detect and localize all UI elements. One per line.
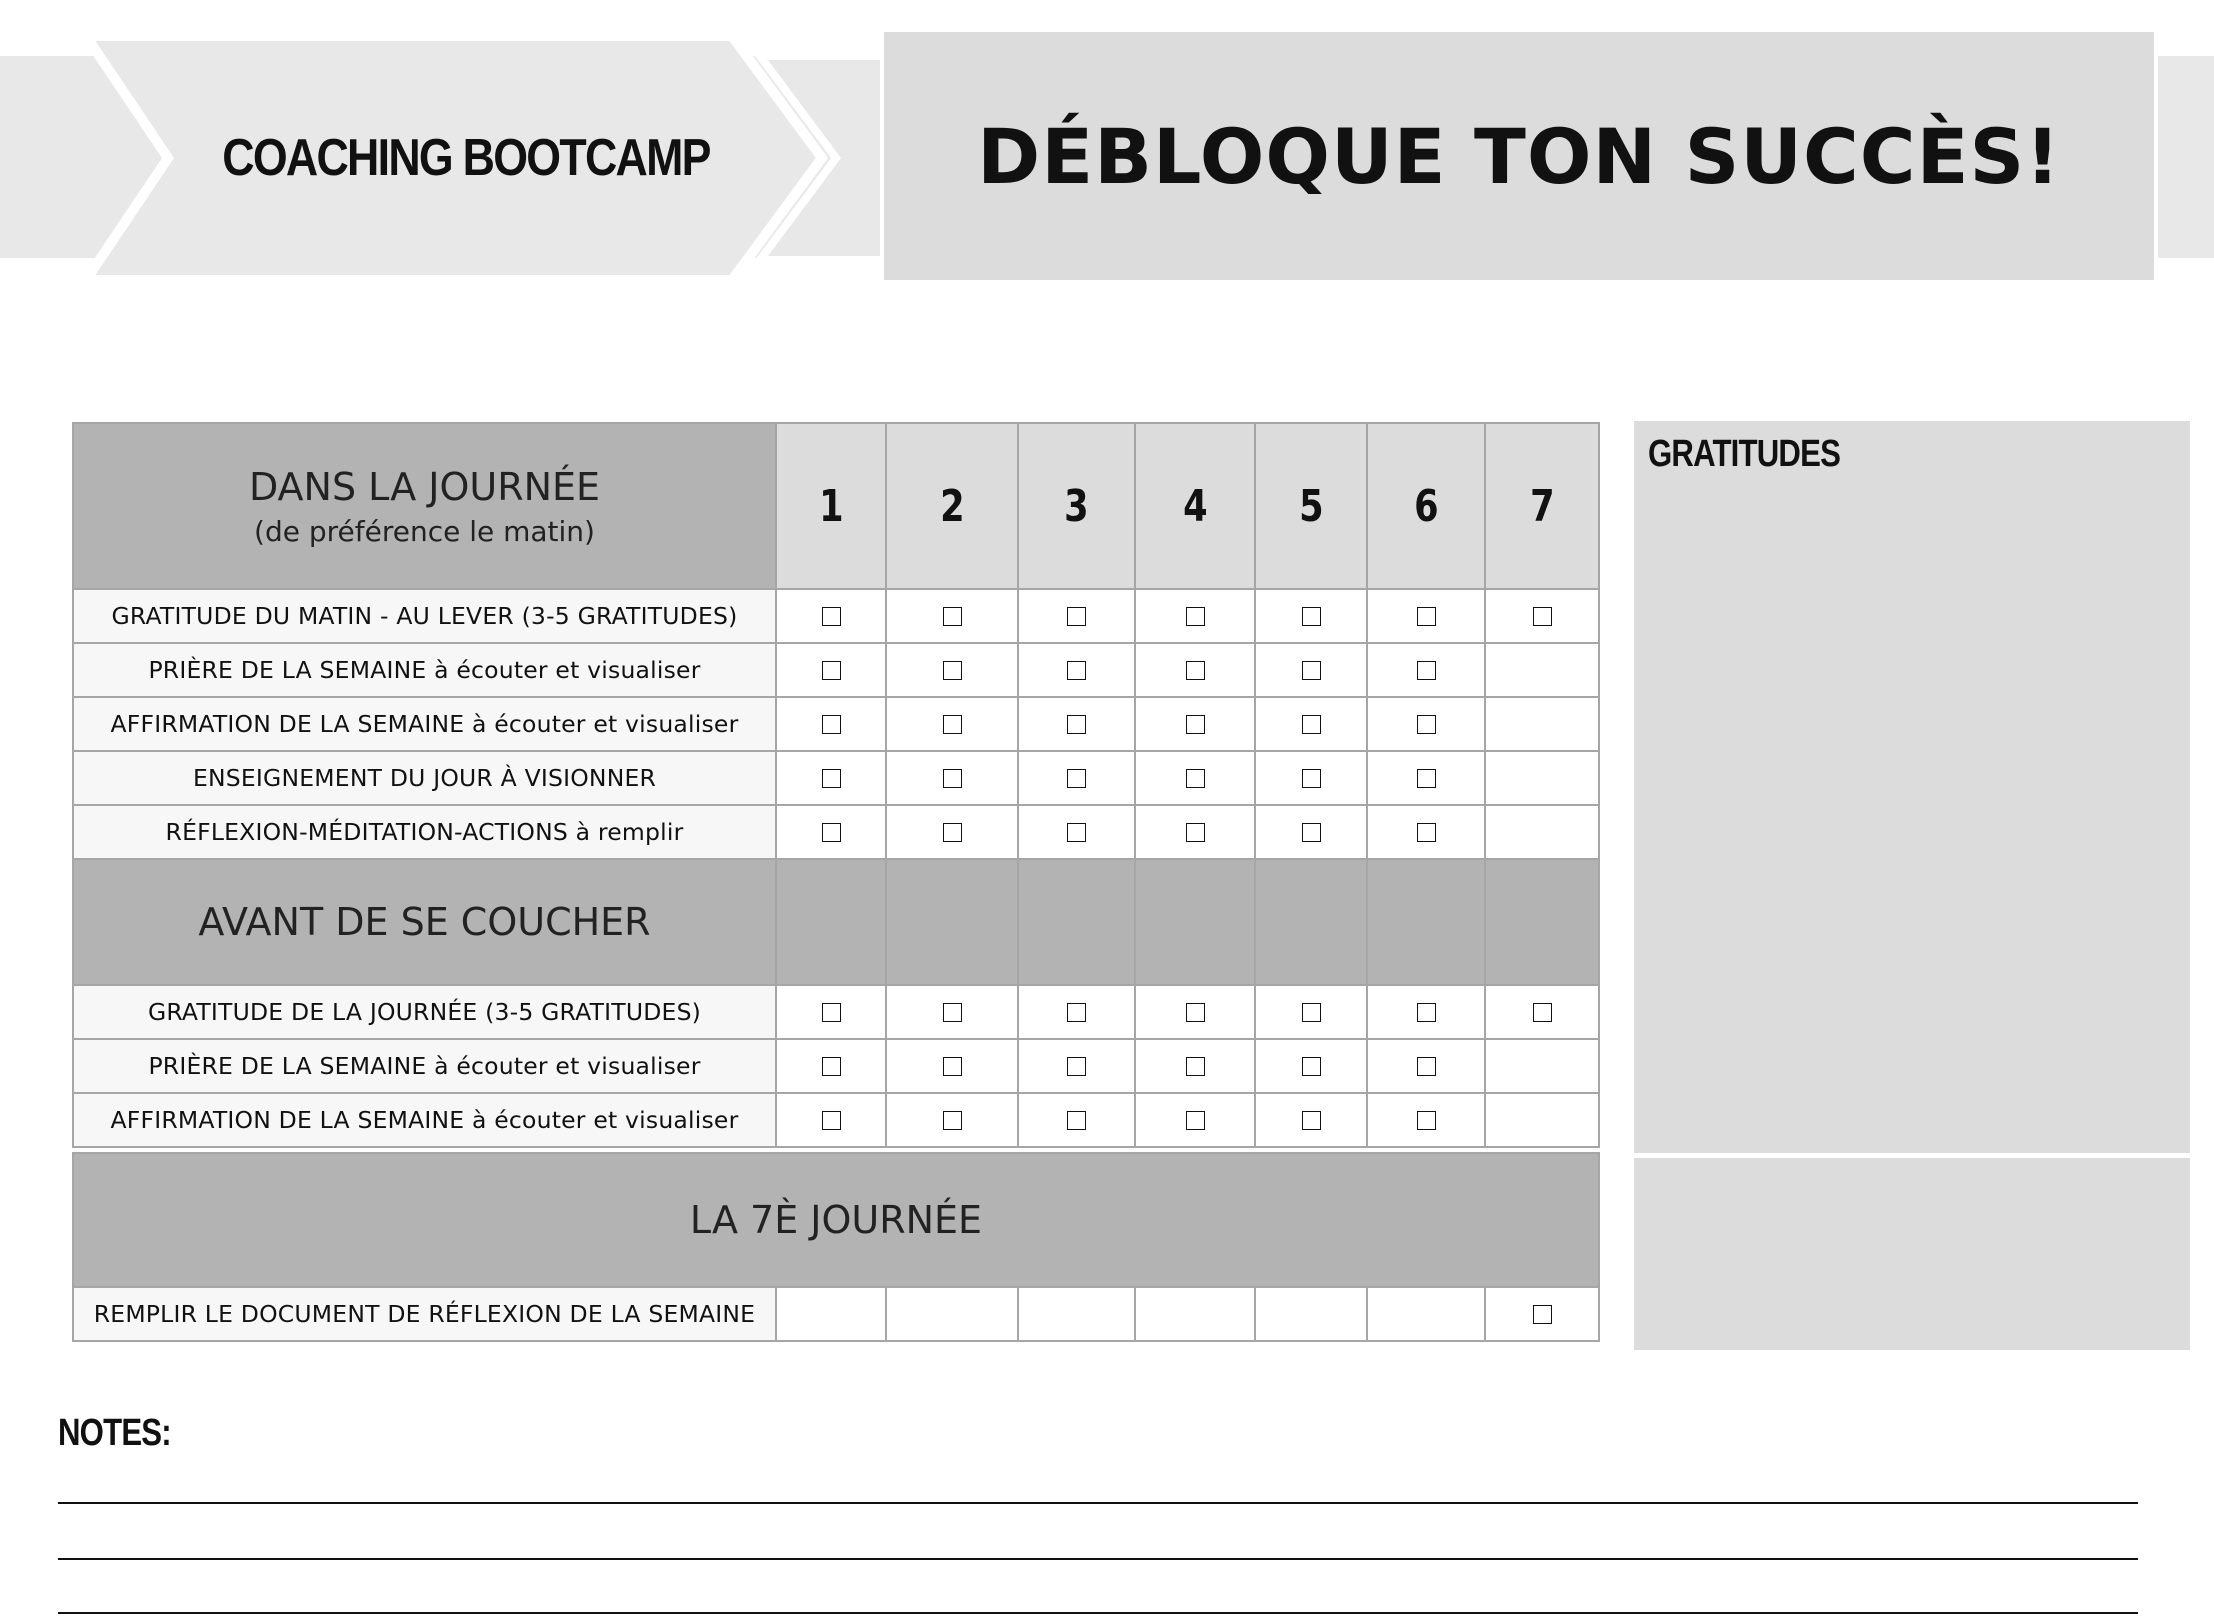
section-day-subtitle: (de préférence le matin) bbox=[254, 514, 595, 548]
checkbox[interactable] bbox=[943, 769, 962, 788]
checkbox[interactable] bbox=[1067, 769, 1086, 788]
checkbox[interactable] bbox=[1417, 1057, 1436, 1076]
checkbox[interactable] bbox=[1067, 607, 1086, 626]
section-header-seventh bbox=[73, 1153, 1599, 1287]
checkbox[interactable] bbox=[1302, 769, 1321, 788]
checkbox[interactable] bbox=[1186, 1057, 1205, 1076]
checkbox[interactable] bbox=[1417, 1003, 1436, 1022]
checkbox[interactable] bbox=[1417, 661, 1436, 680]
checkbox[interactable] bbox=[1067, 1057, 1086, 1076]
checkbox[interactable] bbox=[1302, 1111, 1321, 1130]
checkbox[interactable] bbox=[943, 823, 962, 842]
empty-cell bbox=[1018, 1287, 1135, 1341]
empty-cell bbox=[1485, 751, 1599, 805]
checkbox[interactable] bbox=[1067, 1003, 1086, 1022]
table-row bbox=[73, 1039, 1599, 1093]
day-label: 5 bbox=[1298, 480, 1324, 532]
checkbox[interactable] bbox=[943, 607, 962, 626]
day-header-4 bbox=[1135, 423, 1255, 589]
checkbox[interactable] bbox=[1417, 1111, 1436, 1130]
checkbox[interactable] bbox=[1186, 823, 1205, 842]
table-row bbox=[73, 1287, 1599, 1341]
checkbox[interactable] bbox=[943, 661, 962, 680]
task-label: GRATITUDE DE LA JOURNÉE (3-5 GRATITUDES) bbox=[73, 985, 776, 1039]
day-label: 7 bbox=[1529, 480, 1555, 532]
empty-cell bbox=[1485, 1093, 1599, 1147]
task-label: RÉFLEXION-MÉDITATION-ACTIONS à remplir bbox=[73, 805, 776, 859]
checkbox[interactable] bbox=[822, 715, 841, 734]
gratitudes-title: GRATITUDES bbox=[1648, 433, 1841, 475]
section-night-title-cell bbox=[73, 859, 776, 985]
checkbox[interactable] bbox=[943, 715, 962, 734]
empty-cell bbox=[1485, 1039, 1599, 1093]
checkbox[interactable] bbox=[1533, 1305, 1552, 1324]
day-header-5 bbox=[1255, 423, 1367, 589]
checkbox[interactable] bbox=[1417, 715, 1436, 734]
day-label: 3 bbox=[1064, 480, 1089, 532]
day-label: 6 bbox=[1413, 480, 1439, 532]
day-header-6 bbox=[1367, 423, 1485, 589]
day-label: 4 bbox=[1182, 480, 1208, 532]
checkbox[interactable] bbox=[1186, 1003, 1205, 1022]
checkbox[interactable] bbox=[1533, 1003, 1552, 1022]
checkbox[interactable] bbox=[1186, 715, 1205, 734]
notes-line-1[interactable] bbox=[58, 1502, 2138, 1504]
checkbox[interactable] bbox=[822, 607, 841, 626]
checkbox[interactable] bbox=[1067, 715, 1086, 734]
section-day-title-cell bbox=[73, 423, 776, 589]
checklist-table bbox=[72, 422, 1600, 1342]
checkbox[interactable] bbox=[1533, 607, 1552, 626]
checkbox[interactable] bbox=[822, 661, 841, 680]
checkbox[interactable] bbox=[1302, 1003, 1321, 1022]
empty-cell bbox=[1485, 643, 1599, 697]
day-header-7 bbox=[1485, 423, 1599, 589]
empty-cell bbox=[776, 1287, 886, 1341]
checkbox[interactable] bbox=[1186, 769, 1205, 788]
empty-cell bbox=[1485, 805, 1599, 859]
table-row bbox=[73, 697, 1599, 751]
checkbox[interactable] bbox=[822, 1057, 841, 1076]
checkbox[interactable] bbox=[822, 769, 841, 788]
table-row bbox=[73, 1093, 1599, 1147]
empty-cell bbox=[886, 1287, 1018, 1341]
day-header-2 bbox=[886, 423, 1018, 589]
checkbox[interactable] bbox=[943, 1003, 962, 1022]
empty-cell bbox=[1255, 1287, 1367, 1341]
checkbox[interactable] bbox=[1417, 607, 1436, 626]
task-label: PRIÈRE DE LA SEMAINE à écouter et visualiser bbox=[73, 643, 776, 697]
brand-title: COACHING BOOTCAMP bbox=[222, 129, 710, 187]
checkbox[interactable] bbox=[822, 1111, 841, 1130]
checkbox[interactable] bbox=[1067, 823, 1086, 842]
section-header-day bbox=[73, 423, 1599, 589]
notes-line-3[interactable] bbox=[58, 1612, 2138, 1614]
table-row bbox=[73, 751, 1599, 805]
task-label: AFFIRMATION DE LA SEMAINE à écouter et visualiser bbox=[73, 697, 776, 751]
checkbox[interactable] bbox=[1067, 661, 1086, 680]
day-header-1 bbox=[776, 423, 886, 589]
checkbox[interactable] bbox=[822, 1003, 841, 1022]
day-label: 1 bbox=[818, 480, 844, 532]
task-label: GRATITUDE DU MATIN - AU LEVER (3-5 GRATITUDES) bbox=[73, 589, 776, 643]
checkbox[interactable] bbox=[1302, 661, 1321, 680]
notes-title: NOTES: bbox=[58, 1412, 171, 1454]
day-header-3 bbox=[1018, 423, 1135, 589]
gratitudes-panel[interactable] bbox=[1634, 421, 2190, 1153]
checkbox[interactable] bbox=[1186, 661, 1205, 680]
table-row bbox=[73, 643, 1599, 697]
section-night-title: AVANT DE SE COUCHER bbox=[198, 900, 651, 944]
section-seventh-title-cell bbox=[73, 1153, 1599, 1287]
table-row bbox=[73, 589, 1599, 643]
section-header-night bbox=[73, 859, 1599, 985]
empty-cell bbox=[1135, 1287, 1255, 1341]
day-label: 2 bbox=[939, 480, 965, 532]
task-label: REMPLIR LE DOCUMENT DE RÉFLEXION DE LA SEMAINE bbox=[73, 1287, 776, 1341]
checkbox[interactable] bbox=[943, 1057, 962, 1076]
empty-cell bbox=[1485, 697, 1599, 751]
task-label: PRIÈRE DE LA SEMAINE à écouter et visualiser bbox=[73, 1039, 776, 1093]
section-day-title: DANS LA JOURNÉE bbox=[248, 464, 601, 509]
checkbox[interactable] bbox=[1302, 607, 1321, 626]
checkbox[interactable] bbox=[822, 823, 841, 842]
empty-cell bbox=[1367, 1287, 1485, 1341]
checkbox[interactable] bbox=[1302, 715, 1321, 734]
checkbox[interactable] bbox=[1302, 1057, 1321, 1076]
section-seventh-title: LA 7È JOURNÉE bbox=[689, 1198, 983, 1242]
checkbox[interactable] bbox=[1417, 823, 1436, 842]
table-row bbox=[73, 985, 1599, 1039]
checkbox[interactable] bbox=[1067, 1111, 1086, 1130]
task-label: ENSEIGNEMENT DU JOUR À VISIONNER bbox=[73, 751, 776, 805]
checkbox[interactable] bbox=[1186, 1111, 1205, 1130]
checkbox[interactable] bbox=[1302, 823, 1321, 842]
checkbox[interactable] bbox=[1186, 607, 1205, 626]
task-label: AFFIRMATION DE LA SEMAINE à écouter et visualiser bbox=[73, 1093, 776, 1147]
checkbox[interactable] bbox=[943, 1111, 962, 1130]
main-title-box bbox=[884, 32, 2154, 280]
gratitudes-panel-lower[interactable] bbox=[1634, 1158, 2190, 1350]
notes-line-2[interactable] bbox=[58, 1558, 2138, 1560]
page-title: DÉBLOQUE TON SUCCÈS! bbox=[977, 111, 2061, 201]
table-row bbox=[73, 805, 1599, 859]
checkbox[interactable] bbox=[1417, 769, 1436, 788]
banner-strip-right bbox=[2158, 56, 2214, 258]
